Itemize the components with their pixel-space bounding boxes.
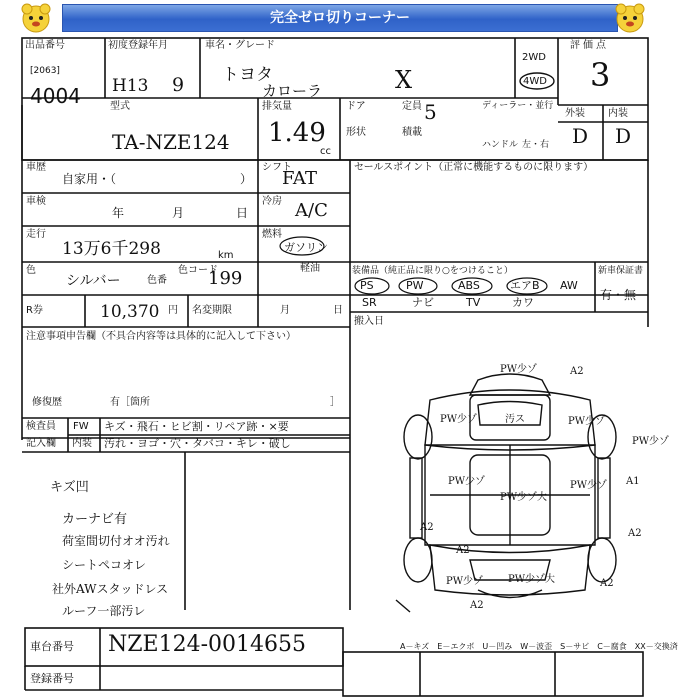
label-handle-opts: 左・右 (522, 140, 550, 150)
label-2wd: 2WD (522, 52, 546, 63)
diagram-mark: PW少ゾ (448, 476, 486, 487)
label-shift: シフト (262, 162, 292, 173)
label-recycle: R券 (26, 305, 43, 316)
label-sales-point: セールスポイント（正常に機能するものに限ります） (354, 162, 594, 173)
note-4: シートペコオレ (62, 558, 147, 572)
header-code: [2063] (30, 66, 60, 76)
label-private-use: 自家用・（ (62, 172, 117, 186)
model-code: TA-NZE124 (112, 130, 230, 154)
exterior-grade: D (572, 124, 589, 148)
label-month: 月 (172, 206, 185, 220)
note-1: キズ凹 (50, 480, 89, 495)
label-repair-history: 修復歴 (32, 397, 62, 408)
maker: トヨタ (222, 65, 273, 85)
lot-number: 4004 (30, 84, 81, 108)
equip-ps: PS (360, 279, 374, 292)
reg-year: H13 (112, 76, 149, 96)
label-interior-short: 内装 (72, 438, 92, 449)
model-name: カローラ (262, 82, 323, 100)
color-code-value: 199 (208, 268, 243, 289)
note-2: カーナビ有 (62, 512, 128, 527)
label-chassis: 車台番号 (30, 640, 74, 653)
interior-grade: D (615, 124, 632, 148)
label-displacement: 排気量 (262, 101, 292, 112)
diagram-mark: PW少ゾ (570, 480, 608, 491)
diagram-mark: PW少ゾ大 (508, 574, 556, 585)
equip-pw: PW (406, 279, 424, 292)
color-value: シルバー (66, 273, 121, 289)
eval-value: 3 (590, 56, 611, 94)
label-inspection: 車検 (26, 196, 46, 207)
equip-tv: TV (466, 296, 481, 309)
note-5: 社外AWスタッドレス (52, 582, 169, 596)
label-load: 積載 (402, 127, 422, 138)
shift-value: FAT (282, 168, 317, 189)
label-fw: FW (73, 421, 89, 432)
mileage-value: 13万6千298 (62, 239, 161, 259)
label-exterior: 外装 (565, 108, 585, 119)
label-name-change: 名変期限 (192, 305, 232, 316)
label-model: 型式 (110, 101, 130, 112)
fuel-value: ガソリン (284, 241, 328, 254)
diagram-mark: A1 (626, 476, 640, 487)
defects-row1: キズ・飛石・ヒビ割・リペア跡・×要 (104, 420, 289, 433)
label-month2: 月 (280, 305, 290, 316)
diagram-mark: PW少ゾ (632, 436, 670, 447)
label-interior: 内装 (608, 108, 628, 119)
chassis-value: NZE124-0014655 (108, 632, 306, 657)
diagram-mark: A2 (600, 578, 614, 589)
label-new-warranty: 新車保証書 (598, 266, 644, 276)
label-year: 年 (112, 206, 125, 220)
equip-airbag: エアB (510, 279, 540, 292)
label-eval-score: 評価点 (570, 40, 609, 51)
label-color: 色 (26, 265, 36, 276)
diagram-mark: PW少ゾ (568, 416, 606, 427)
diagram-mark: A2 (628, 528, 642, 539)
label-vehicle-type: 車歴 (26, 162, 46, 173)
diagram-mark: PW少ゾ (440, 414, 478, 425)
equip-navi: ナビ (412, 296, 434, 309)
label-capacity: 定員 (402, 101, 422, 112)
label-km: km (218, 250, 234, 261)
diagram-mark: PW少ゾ大 (500, 492, 548, 503)
reg-month: 9 (172, 74, 185, 96)
label-fuel: 燃料 (262, 229, 282, 240)
note-6: ルーフ一部汚レ (62, 604, 146, 618)
label-cooler: 冷房 (262, 196, 282, 207)
diagram-mark: PW少ゾ (446, 576, 484, 587)
diagram-mark: PW少ゾ (500, 364, 538, 375)
label-close-paren: ） (240, 172, 253, 186)
legend: A－キズ E－エクボ U－凹み W－波歪 S－サビ C－腐食 XX－交換済 (400, 642, 678, 651)
label-color-no: 色番 (147, 275, 167, 286)
label-equipment: 装備品（純正品に限り○をつけること） (352, 266, 513, 276)
equip-leather: カワ (512, 296, 534, 309)
banner-title: 完全ゼロ切りコーナー (270, 10, 410, 26)
label-color-code: 色コード (178, 265, 218, 276)
label-day2: 日 (333, 305, 343, 316)
label-lot-no: 出品番号 (25, 40, 65, 51)
recycle-value: 10,370 (100, 302, 160, 322)
equip-abs: ABS (458, 279, 480, 292)
label-repair-close: ］ (330, 397, 340, 408)
displacement-value: 1.49 (268, 118, 326, 148)
label-fill: 記入欄 (26, 438, 56, 449)
note-3: 荷室間切付オオ汚れ (62, 534, 170, 548)
label-car-grade: 車名・グレード (205, 40, 275, 51)
warranty-value: 有・無 (600, 288, 637, 302)
label-repair-yes: 有［箇所 (110, 397, 150, 408)
diagram-mark: 汚ス (505, 414, 525, 425)
label-shape: 形状 (346, 127, 366, 138)
label-arrival: 搬入日 (354, 316, 384, 327)
label-inspector: 検査員 (26, 421, 56, 432)
label-first-reg: 初度登録年月 (108, 40, 168, 51)
grade: X (395, 66, 413, 94)
label-door: ドア (346, 101, 366, 112)
label-light-oil: 軽油 (300, 263, 320, 274)
diagram-mark: A2 (570, 366, 584, 377)
label-caution: 注意事項申告欄（不具合内容等は具体的に記入して下さい） (26, 331, 296, 342)
label-yen: 円 (168, 305, 178, 316)
aircon-value: A/C (295, 200, 328, 221)
equip-aw: AW (560, 279, 578, 292)
cc-unit: cc (320, 146, 331, 157)
label-day: 日 (236, 206, 249, 220)
label-mileage: 走行 (26, 229, 46, 240)
defects-row2: 汚れ・ヨゴ・穴・タバコ・キレ・破し (104, 437, 291, 450)
capacity-value: 5 (424, 100, 437, 124)
diagram-mark: A2 (456, 545, 470, 556)
label-dealer: ディーラー・並行 (482, 101, 554, 111)
diagram-mark: A2 (470, 600, 484, 611)
diagram-mark: A2 (420, 522, 434, 533)
label-reg-no: 登録番号 (30, 672, 74, 685)
equip-sr: SR (362, 296, 377, 309)
label-handle: ハンドル (482, 140, 519, 150)
label-4wd: 4WD (523, 76, 547, 87)
